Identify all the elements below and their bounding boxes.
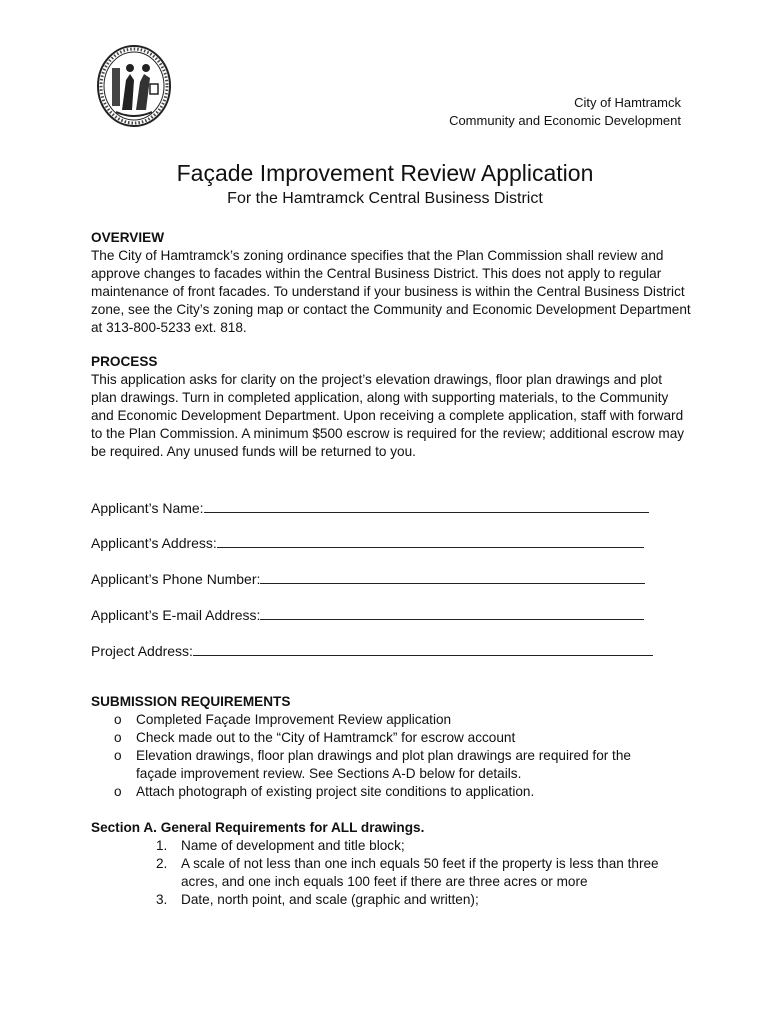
- item-number: 3.: [156, 892, 168, 907]
- org-name: City of Hamtramck: [574, 95, 681, 110]
- list-item-text: A scale of not less than one inch equals 50 feet if the property is less than three acres, and one inch equals 100 feet if there are three acres or more: [181, 856, 659, 889]
- list-item: [114, 783, 686, 801]
- list-item-text: Elevation drawings, floor plan drawings and plot plan drawings are required for the façade improvement review. See Sections A-D below for details.: [136, 748, 631, 781]
- section-a-heading: Section A. General Requirements for ALL drawings.: [91, 820, 425, 835]
- list-item: [114, 711, 686, 729]
- field-label: Applicant’s E-mail Address:: [91, 607, 261, 623]
- applicant-name-field[interactable]: [91, 498, 649, 517]
- bullet-marker: o: [114, 784, 122, 799]
- list-item: [156, 837, 681, 855]
- overview-text: The City of Hamtramck’s zoning ordinance specifies that the Plan Commission shall review and approve changes to facades within the Central Business District. This does not apply to regular maintenance of front facades. To understand if your business is within the Central Business District zone, see the City’s zoning map or contact the Community and Economic Development Department at 313-800-5233 ext. 818.: [91, 248, 691, 335]
- bullet-marker: o: [114, 748, 122, 763]
- applicant-phone-field[interactable]: [91, 569, 645, 588]
- overview-section: [91, 229, 691, 337]
- submission-heading: SUBMISSION REQUIREMENTS: [91, 694, 291, 709]
- process-heading: PROCESS: [91, 354, 158, 369]
- field-label: Applicant’s Phone Number:: [91, 571, 261, 587]
- field-label: Applicant’s Address:: [91, 535, 217, 551]
- list-item-text: Name of development and title block;: [181, 838, 405, 853]
- applicant-address-input-line[interactable]: [217, 533, 644, 548]
- org-department: Community and Economic Development: [449, 113, 681, 128]
- list-item-text: Attach photograph of existing project site conditions to application.: [136, 784, 535, 799]
- list-item-text: Completed Façade Improvement Review application: [136, 712, 452, 727]
- applicant-email-field[interactable]: [91, 605, 644, 624]
- overview-heading: OVERVIEW: [91, 230, 165, 245]
- field-label: Applicant’s Name:: [91, 500, 204, 516]
- document-subtitle: For the Hamtramck Central Business District: [227, 190, 543, 207]
- document-header: [449, 94, 681, 130]
- project-address-input-line[interactable]: [193, 641, 653, 656]
- process-text: This application asks for clarity on the project’s elevation drawings, floor plan drawings and plot plan drawings. Turn in completed application, along with supporting materials, to the Community and Economic Development Department. Upon receiving a complete application, staff with forward to the Plan Commission. A minimum $500 escrow is required for the review; additional escrow may be required. Any unused funds will be returned to you.: [91, 372, 685, 459]
- process-section: [91, 353, 691, 461]
- bullet-marker: o: [114, 712, 122, 727]
- document-title: Façade Improvement Review Application: [176, 160, 594, 186]
- applicant-address-field[interactable]: [91, 533, 644, 552]
- project-address-field[interactable]: [91, 641, 653, 660]
- list-item-text: Check made out to the “City of Hamtramck” for escrow account: [136, 730, 516, 745]
- list-item: [114, 729, 686, 747]
- field-label: Project Address:: [91, 643, 193, 659]
- item-number: 2.: [156, 856, 168, 871]
- item-number: 1.: [156, 838, 168, 853]
- list-item: [156, 855, 681, 891]
- bullet-marker: o: [114, 730, 122, 745]
- applicant-phone-input-line[interactable]: [260, 569, 645, 584]
- city-seal-icon: [96, 44, 172, 128]
- list-item: [156, 891, 681, 909]
- applicant-email-input-line[interactable]: [260, 605, 644, 620]
- applicant-name-input-line[interactable]: [204, 498, 649, 513]
- list-item-text: Date, north point, and scale (graphic and written);: [181, 892, 479, 907]
- list-item: [114, 747, 666, 783]
